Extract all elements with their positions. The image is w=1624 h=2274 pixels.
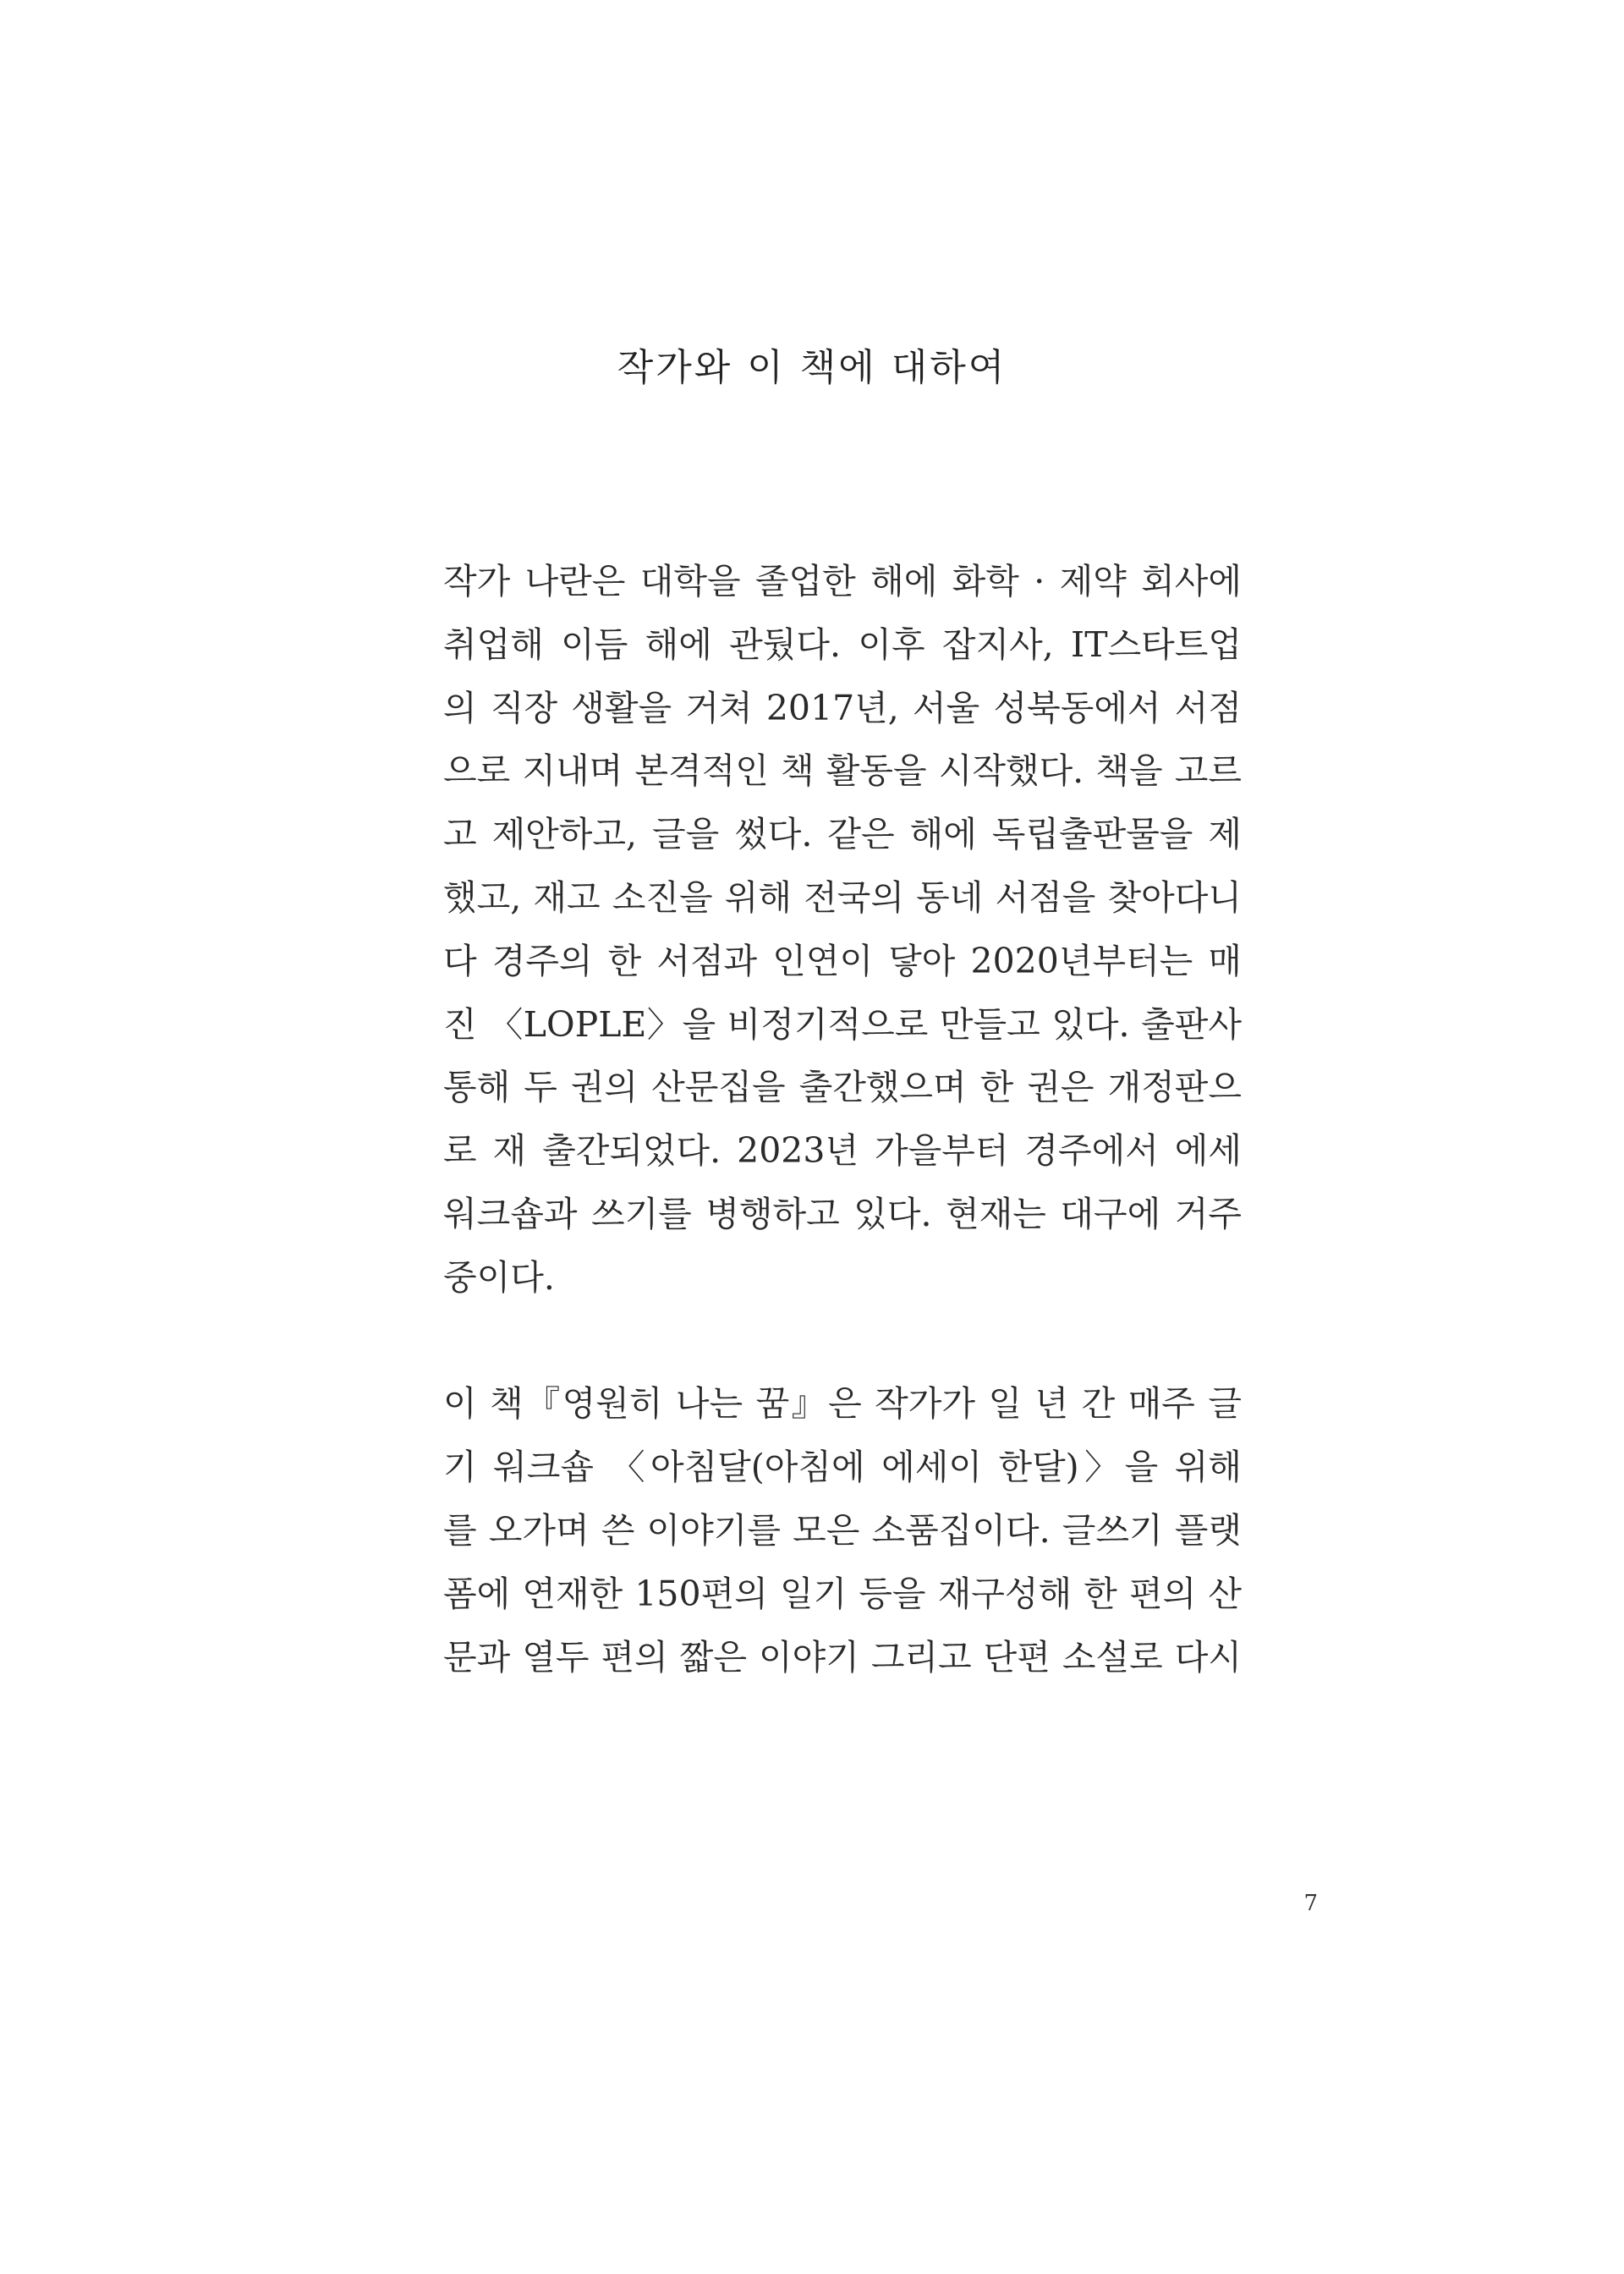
paragraph-author bbox=[443, 550, 1242, 1310]
text-line: 폼에 연재한 150편의 일기 등을 재구성해 한 편의 산 bbox=[443, 1573, 1242, 1614]
text-line: 진 〈LOPLE〉을 비정기적으로 만들고 있다. 출판사 bbox=[443, 1003, 1242, 1045]
text-line: 취업해 이듬 해에 관뒀다. 이후 잡지사, IT스타트업 bbox=[443, 623, 1242, 665]
text-line: 통해 두 권의 산문집을 출간했으며 한 권은 개정판으 bbox=[443, 1067, 1242, 1108]
page-number: 7 bbox=[1303, 1891, 1318, 1916]
body-text bbox=[443, 550, 1242, 1689]
text-line: 작가 나란은 대학을 졸업한 해에 화학 · 제약 회사에 bbox=[443, 561, 1242, 601]
text-line: 고 제안하고, 글을 썼다. 같은 해에 독립출판물을 제 bbox=[443, 814, 1242, 855]
text-line: 으로 지내며 본격적인 책 활동을 시작했다. 책을 고르 bbox=[443, 750, 1242, 792]
text-line: 문과 열두 편의 짧은 이야기 그리고 단편 소설로 다시 bbox=[443, 1636, 1242, 1678]
text-line: 중이다. bbox=[443, 1256, 555, 1298]
text-line: 로 재 출간되었다. 2023년 가을부터 경주에서 에세 bbox=[443, 1130, 1242, 1172]
text-line: 기 워크숍 〈아침달(아침에 에세이 한달)〉을 위해 bbox=[443, 1447, 1242, 1488]
paragraph-book bbox=[443, 1372, 1242, 1689]
section-title: 작가와 이 책에 대하여 bbox=[617, 346, 1007, 389]
text-line: 다 경주의 한 서점과 인연이 닿아 2020년부터는 매 bbox=[443, 940, 1242, 981]
text-line: 이 책『영원히 나는 꿈』은 작가가 일 년 간 매주 글 bbox=[443, 1383, 1242, 1425]
text-line: 를 오가며 쓴 이야기를 모은 소품집이다. 글쓰기 플랫 bbox=[443, 1509, 1242, 1551]
text-line: 워크숍과 쓰기를 병행하고 있다. 현재는 대구에 거주 bbox=[443, 1193, 1242, 1234]
text-line: 의 직장 생활을 거쳐 2017년, 서울 성북동에서 서점 bbox=[443, 687, 1242, 728]
text-line: 했고, 재고 소진을 위해 전국의 동네 서점을 찾아다니 bbox=[443, 876, 1242, 918]
